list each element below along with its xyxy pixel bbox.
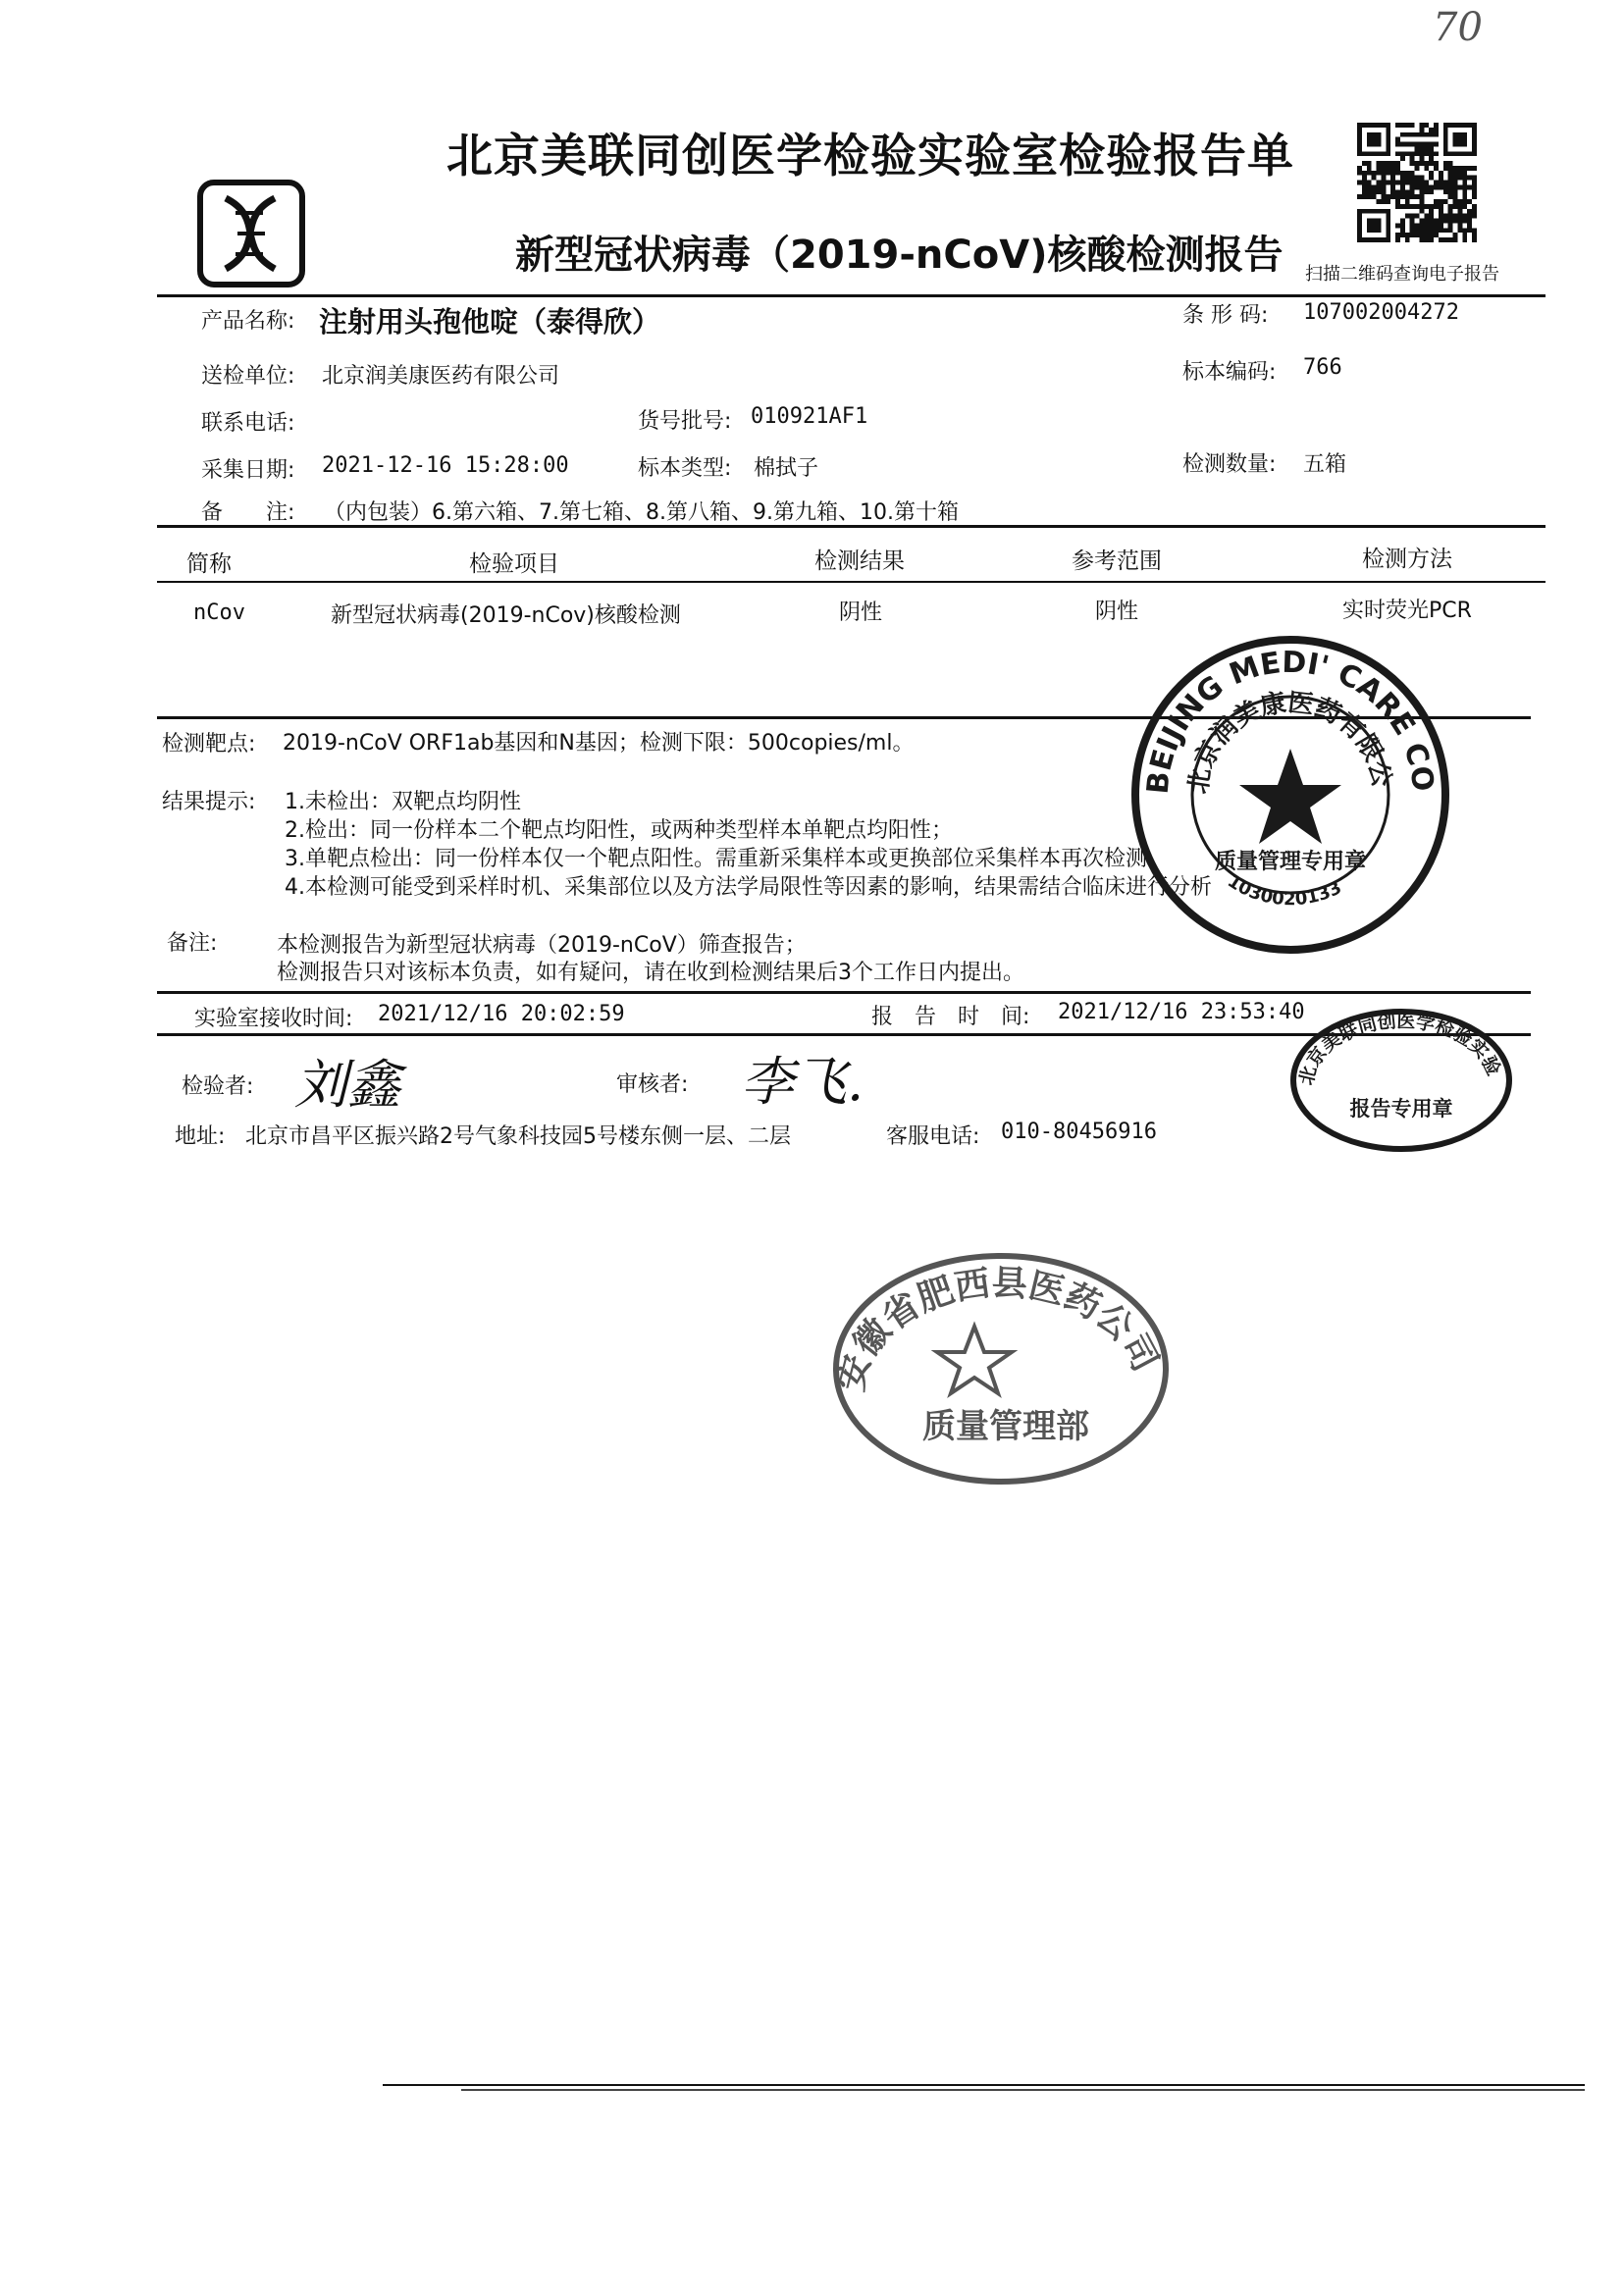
inspector-label: 检验者:: [182, 1074, 254, 1099]
scan-line-2: [461, 2089, 1585, 2091]
cell-result: 阴性: [839, 600, 883, 625]
barcode-value: 107002004272: [1303, 300, 1459, 325]
remark-label: 备 注:: [201, 500, 295, 525]
address-label: 地址:: [175, 1124, 226, 1149]
received-label: 实验室接收时间:: [194, 1007, 353, 1031]
company-stamp-outer-text: BEIJING MEDI' CARE CO: [1140, 645, 1441, 796]
received-value: 2021/12/16 20:02:59: [378, 1002, 625, 1026]
sender-value: 北京润美康医药有限公司: [322, 364, 560, 389]
sample-type-label: 标本类型:: [638, 456, 732, 481]
service-phone-value: 010-80456916: [1001, 1120, 1157, 1144]
result-item-2: 2.检出：同一份样本二个靶点均阳性，或两种类型样本单靶点均阳性；: [285, 818, 953, 843]
sender-label: 送检单位:: [201, 364, 295, 389]
report-title: 北京美联同创医学检验实验室检验报告单: [446, 130, 1294, 183]
cell-item: 新型冠状病毒(2019-nCov)核酸检测: [331, 603, 681, 628]
phone-label: 联系电话:: [201, 411, 295, 436]
lab-report-stamp: [1288, 1006, 1514, 1155]
table-header-result: 检测结果: [814, 548, 905, 574]
notes-remark-line-2: 检测报告只对该标本负责，如有疑问，请在收到检测结果后3个工作日内提出。: [277, 961, 1024, 985]
barcode-label: 条 形 码:: [1182, 303, 1269, 328]
table-header-abbr: 简称: [186, 551, 232, 577]
collect-value: 2021-12-16 15:28:00: [322, 453, 569, 478]
cell-reference: 阴性: [1095, 600, 1139, 624]
hefei-stamp-center-text: 质量管理部: [922, 1407, 1089, 1446]
product-value: 注射用头孢他啶（泰得欣）: [319, 305, 661, 339]
divider-table-top: [157, 525, 1545, 528]
result-item-1: 1.未检出：双靶点均阴性: [285, 790, 521, 814]
table-header-method: 检测方法: [1362, 547, 1452, 572]
divider-table-header: [157, 581, 1545, 583]
report-time-value: 2021/12/16 23:53:40: [1058, 1000, 1305, 1024]
notes-remark-label: 备注:: [167, 931, 218, 956]
result-item-4: 4.本检测可能受到采样时机、采集部位以及方法学局限性等因素的影响，结果需结合临床进行分析: [285, 875, 1212, 900]
hefei-stamp-outer-text: 安徽省肥西县医药公司: [830, 1263, 1166, 1395]
svg-text:安徽省肥西县医药公司: [831, 1263, 1166, 1394]
table-header-reference: 参考范围: [1072, 548, 1162, 574]
target-text: 2019-nCoV ORF1ab基因和N基因；检测下限：500copies/ml。: [283, 731, 915, 756]
batch-label: 货号批号:: [638, 409, 732, 434]
sample-type-value: 棉拭子: [754, 456, 819, 481]
divider-footer-top: [157, 991, 1531, 994]
svg-text:1030020133: [1224, 871, 1345, 911]
svg-text:北京美联同创医学检验实验室: [1288, 1006, 1505, 1087]
cell-abbr: nCov: [193, 600, 245, 625]
result-hint-label: 结果提示:: [162, 790, 256, 814]
company-stamp-number: 1030020133: [1224, 870, 1345, 911]
lab-stamp-center-text: 报告专用章: [1349, 1097, 1453, 1121]
company-stamp-bottom-text: 质量管理专用章: [1214, 850, 1367, 874]
inspector-signature: 刘鑫: [294, 1054, 400, 1116]
reviewer-signature: 李飞.: [741, 1051, 864, 1113]
product-label: 产品名称:: [201, 309, 295, 334]
remark-value: （内包装）6.第六箱、7.第七箱、8.第八箱、9.第九箱、10.第十箱: [324, 500, 959, 525]
collect-label: 采集日期:: [201, 458, 295, 483]
qr-code[interactable]: [1357, 123, 1477, 242]
result-item-3: 3.单靶点检出：同一份样本仅一个靶点阳性。需重新采集样本或更换部位采集样本再次检测: [285, 847, 1147, 871]
qty-value: 五箱: [1303, 452, 1347, 477]
handwritten-corner-mark: 70: [1433, 5, 1483, 50]
divider-top: [157, 294, 1545, 297]
company-stamp-inner-text: 北京润美康医药有限公: [1183, 688, 1397, 797]
service-phone-label: 客服电话:: [886, 1124, 980, 1149]
hefei-quality-stamp: [829, 1246, 1173, 1491]
address-value: 北京市昌平区振兴路2号气象科技园5号楼东侧一层、二层: [245, 1124, 791, 1149]
reviewer-label: 审核者:: [616, 1072, 689, 1097]
company-quality-stamp: [1128, 633, 1452, 957]
report-time-label: 报 告 时 间:: [871, 1005, 1030, 1029]
sample-no-value: 766: [1303, 355, 1342, 380]
batch-value: 010921AF1: [751, 404, 868, 429]
report-subtitle: 新型冠状病毒（2019-nCoV)核酸检测报告: [515, 233, 1283, 278]
sample-no-label: 标本编码:: [1182, 360, 1277, 385]
lab-stamp-outer-text: 北京美联同创医学检验实验: [1295, 1010, 1505, 1088]
notes-remark-line-1: 本检测报告为新型冠状病毒（2019-nCoV）筛查报告；: [277, 933, 807, 958]
qty-label: 检测数量:: [1182, 452, 1277, 477]
qr-caption: 扫描二维码查询电子报告: [1305, 264, 1499, 285]
cell-method: 实时荧光PCR: [1342, 599, 1472, 623]
target-label: 检测靶点:: [162, 732, 256, 756]
scan-line-1: [383, 2084, 1585, 2086]
table-header-item: 检验项目: [469, 551, 559, 577]
lab-logo: [196, 179, 306, 288]
